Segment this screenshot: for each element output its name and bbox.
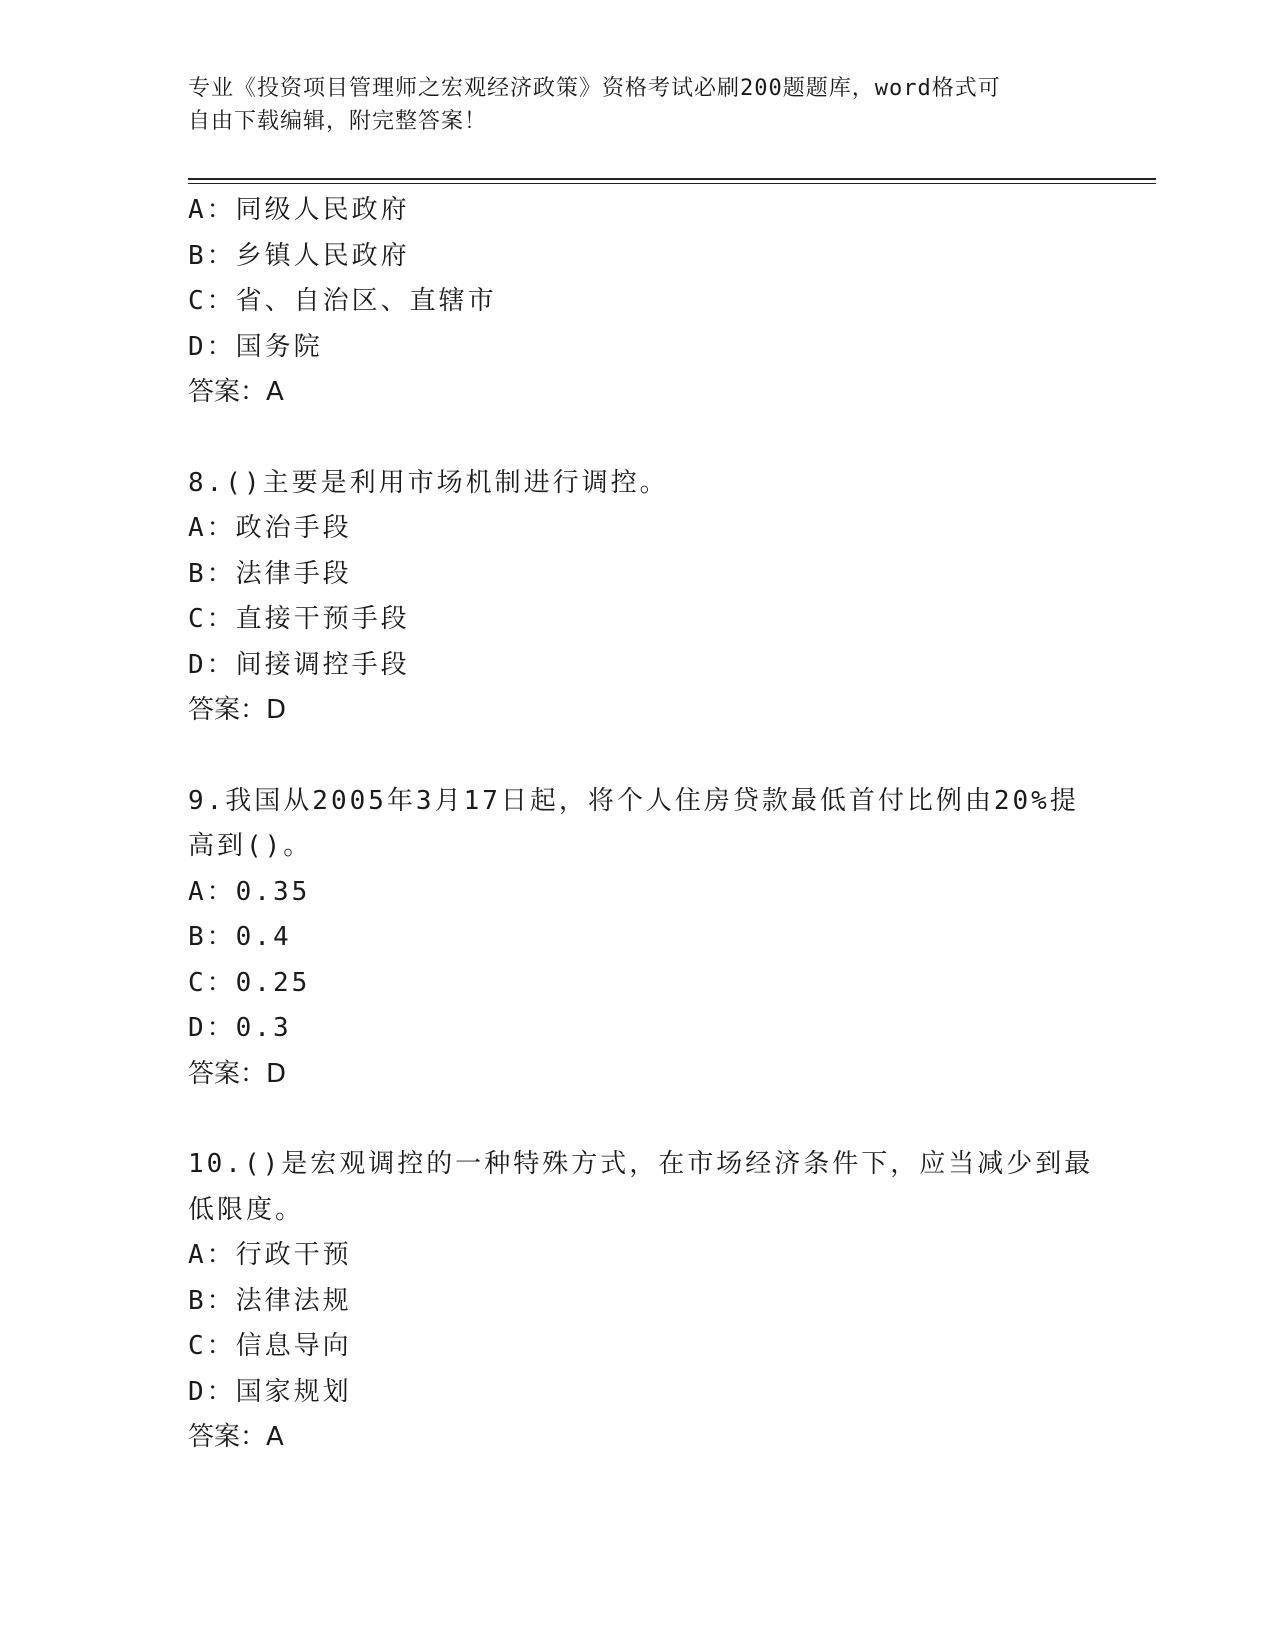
question-stem-line-2: 高到()。 (188, 831, 313, 861)
answer: 答案：A (188, 377, 284, 407)
question-list (188, 188, 1094, 1461)
header-line-2: 自由下载编辑，附完整答案！ (188, 109, 488, 134)
option-b: B：乡镇人民政府 (188, 240, 410, 271)
spacer (188, 1097, 1088, 1142)
header-line-1: 专业《投资项目管理师之宏观经济政策》资格考试必刷200题题库，word格式可 (188, 76, 1001, 101)
option-c: C：0.25 (188, 967, 311, 998)
option-a: A：政治手段 (188, 513, 352, 543)
option-c: C：省、自治区、直辖市 (188, 286, 497, 316)
question-stem-line-2: 低限度。 (188, 1194, 305, 1225)
option-a: A：同级人民政府 (188, 195, 410, 225)
option-c: C：信息导向 (188, 1331, 352, 1361)
option-a: A：行政干预 (188, 1240, 352, 1270)
spacer (188, 734, 1088, 779)
spacer (188, 416, 1088, 461)
header-rule-thin (188, 183, 1156, 184)
option-b: B：法律法规 (188, 1285, 352, 1316)
option-b: B：法律手段 (188, 558, 352, 589)
question-10 (188, 1142, 1094, 1461)
question-9 (188, 779, 1088, 1098)
header-rule-thick (188, 178, 1156, 180)
option-d: D：国务院 (188, 331, 323, 362)
question-stem: 8.()主要是利用市场机制进行调控。 (188, 467, 669, 498)
option-c: C：直接干预手段 (188, 604, 410, 634)
option-d: D：0.3 (188, 1013, 292, 1043)
answer: 答案：A (188, 1422, 284, 1452)
question-stem-line-1: 9.我国从2005年3月17日起，将个人住房贷款最低首付比例由20%提 (188, 785, 1079, 816)
option-d: D：国家规划 (188, 1376, 352, 1407)
option-a: A：0.35 (188, 876, 311, 907)
question-7 (188, 188, 1088, 416)
option-b: B：0.4 (188, 922, 292, 952)
answer: 答案：D (188, 695, 287, 725)
question-stem-line-1: 10.()是宏观调控的一种特殊方式，在市场经济条件下，应当减少到最 (188, 1149, 1094, 1179)
document-header (188, 72, 1068, 138)
option-d: D：间接调控手段 (188, 649, 410, 680)
answer: 答案：D (188, 1058, 287, 1089)
question-8 (188, 461, 1088, 734)
